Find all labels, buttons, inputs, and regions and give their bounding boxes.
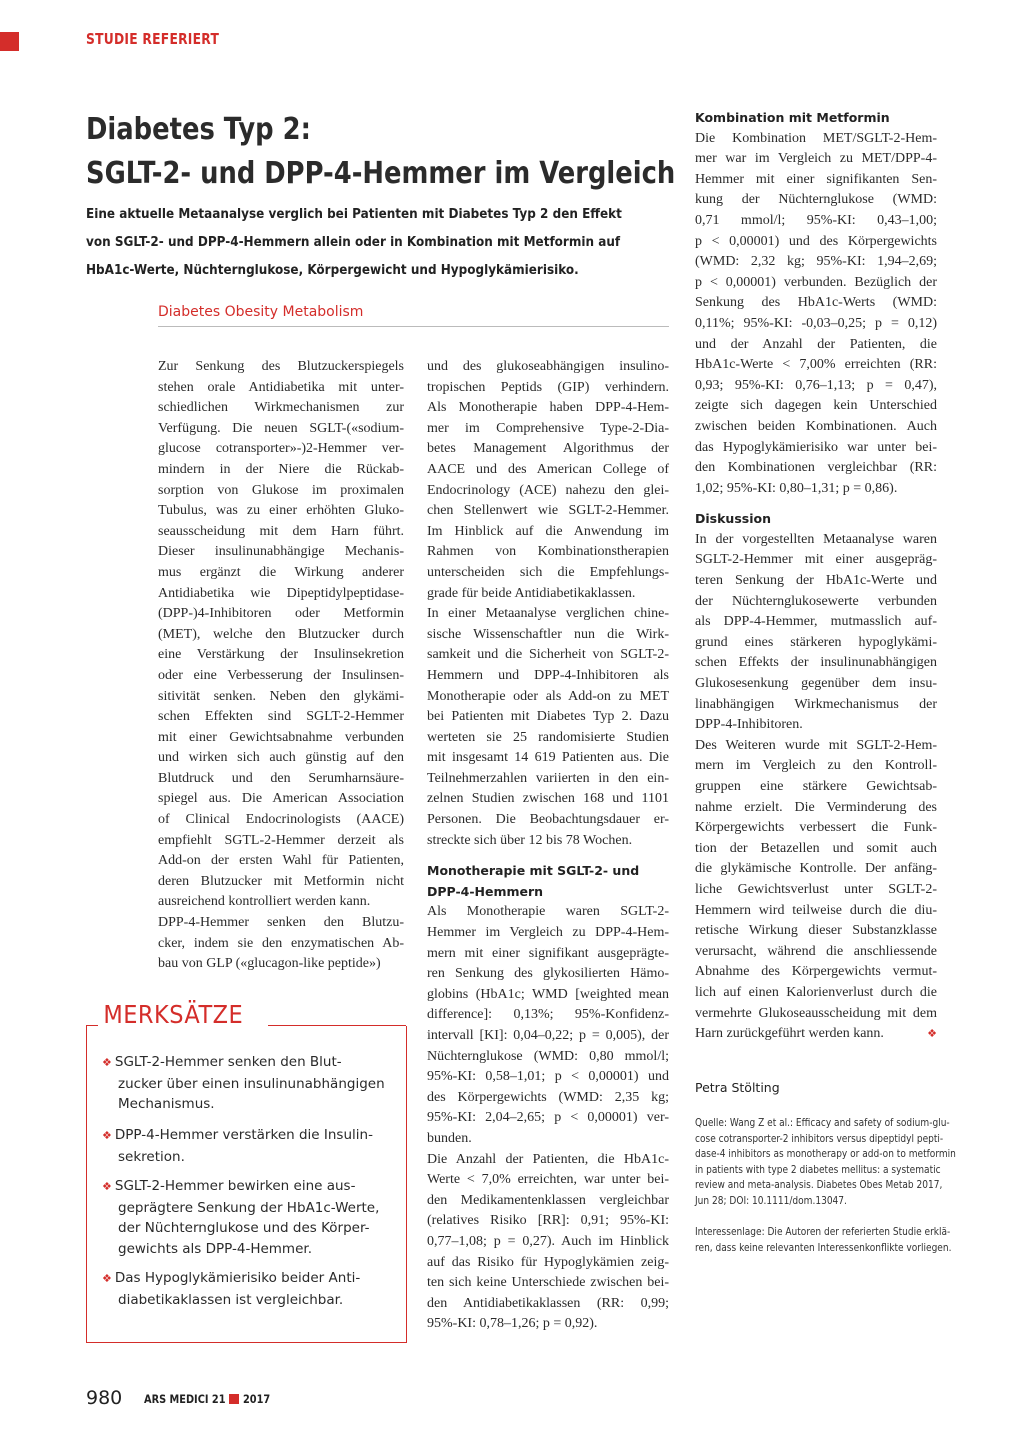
merksatz-item xyxy=(102,1052,398,1115)
merksatz-text: zucker über einen insulinunabhängigen xyxy=(118,1075,385,1092)
text-line: mus ergänzt die Wirkung anderer xyxy=(158,564,404,580)
citation-line: Jun 28; DOI: 10.1111/dom.13047. xyxy=(695,1194,847,1207)
footer-journal: ARS MEDICI 21 xyxy=(144,1392,226,1406)
text-line: gruppen eine stärkere Gewichtsab- xyxy=(695,779,937,794)
text-line: werteten sie 25 randomisierte Studien xyxy=(427,729,669,745)
text-line: Werte < 7,0% erreichten, war unter bei- xyxy=(427,1172,669,1188)
merksatz-text: Mechanismus. xyxy=(118,1096,215,1113)
text-line: 95%-KI: 0,58–1,01; p < 0,00001) und xyxy=(427,1069,669,1085)
text-line: Hemmern und DPP-4-Inhibitoren als xyxy=(427,667,669,683)
article-lead xyxy=(86,200,671,284)
text-line: Glukosesenkung gegenüber dem insu- xyxy=(695,676,937,692)
text-line: und der Anzahl der Patienten, die xyxy=(695,336,937,352)
text-line: DPP-4-Hemmer senken den Blutzu- xyxy=(158,915,404,931)
text-line: die glykämische Kontrolle. Der anfäng- xyxy=(695,861,937,877)
text-line: of Clinical Endocrinologists (AACE) xyxy=(158,812,404,828)
subheading: DPP-4-Hemmern xyxy=(427,883,544,899)
footer-year: 2017 xyxy=(243,1392,271,1406)
bullet-diamond-icon: ❖ xyxy=(102,1129,112,1142)
text-line: globins (HbA1c; WMD [weighted mean xyxy=(427,986,669,1002)
end-mark-icon: ❖ xyxy=(927,1028,937,1041)
text-line: (DPP-)4-Inhibitoren oder Metformin xyxy=(158,606,404,622)
title-line: SGLT-2- und DPP-4-Hemmer im Vergleich xyxy=(86,156,676,191)
text-line: ren Senkung des glykosilierten Hämo- xyxy=(427,966,669,982)
body-column-1 xyxy=(158,357,404,975)
text-line: ausreichend kontrolliert werden kann. xyxy=(158,894,371,910)
text-line: streckte sich über 12 bis 78 Wochen. xyxy=(427,832,633,848)
bullet-diamond-icon: ❖ xyxy=(102,1180,112,1193)
text-line: zwischen beiden Kombinationen. Auch xyxy=(695,418,937,434)
text-line: retische Wirkung dieser Substanzklasse xyxy=(695,923,937,939)
text-line: Teilnehmerzahlen variierten in den ein- xyxy=(427,770,669,786)
text-line: liche Gewichtsverlust unter SGLT-2- xyxy=(695,881,937,897)
text-line: Rahmen von Kombinationstherapien xyxy=(427,544,669,560)
text-line: (WMD: 2,32 kg; 95%-KI: 1,94–2,69; xyxy=(695,254,937,270)
text-line: 0,71 mmol/l; 95%-KI: 0,43–1,00; xyxy=(695,212,937,228)
section-marker xyxy=(0,32,19,51)
text-line: und des glukoseabhängigen insulino- xyxy=(427,359,669,374)
merksatz-text: SGLT-2-Hemmer senken den Blut- xyxy=(114,1054,342,1070)
text-line: des Körpergewichts (WMD: 2,35 kg; xyxy=(427,1089,669,1105)
conflict-statement xyxy=(695,1225,952,1256)
text-line: 95%-KI: 2,04–2,65; p < 0,00001) ver- xyxy=(427,1110,669,1126)
text-line: bau von GLP («glucagon-like peptide») xyxy=(158,956,381,972)
statement-line: ren, dass keine relevanten Interessenkonflikte vorliegen. xyxy=(695,1241,952,1254)
text-line: lich auf einen Kalorienverlust durch die xyxy=(695,984,937,1000)
text-line: Senkung des HbA1c-Werts (WMD: xyxy=(695,295,937,311)
text-line: grund eines stärkeren hypoglykämi- xyxy=(695,634,937,650)
article-title xyxy=(86,108,706,196)
bullet-diamond-icon: ❖ xyxy=(102,1056,112,1069)
text-line: zeigte sich dagegen kein Unterschied xyxy=(695,398,937,414)
text-line: cker, indem sie den enzymatischen Ab- xyxy=(158,935,404,951)
text-line: den Antidiabetikaklassen (RR: 0,99; xyxy=(427,1295,669,1311)
text-line: linabhängigen Wirkmechanismus der xyxy=(695,696,937,712)
text-line: difference]: 0,13%; 95%-Konfidenz- xyxy=(427,1007,669,1023)
text-line: mern im Vergleich zu den Kontroll- xyxy=(695,758,937,774)
text-line: stehen orale Antidiabetika mit unter- xyxy=(158,379,404,395)
text-line: 1,02; 95%-KI: 0,80–1,31; p = 0,86). xyxy=(695,480,898,496)
text-line: glucose cotransporter»-)2-Hemmer ver- xyxy=(158,441,404,457)
text-line: samkeit und die Sicherheit von SGLT-2- xyxy=(427,647,669,663)
author: Petra Stölting xyxy=(695,1080,780,1095)
text-line: Verfügung. Die neuen SGLT-(«sodium- xyxy=(158,420,404,436)
text-line: und wirken sich auch günstig auf den xyxy=(158,750,404,766)
text-line: sorption von Glukose im proximalen xyxy=(158,482,404,498)
text-line: kung der Nüchternglukose (WMD: xyxy=(695,192,937,208)
text-line: (relatives Risiko [RR]: 0,91; 95%-KI: xyxy=(427,1213,669,1229)
citation-line: cose cotransporter-2 inhibitors versus dipeptidyl pepti- xyxy=(695,1132,944,1145)
section-label: STUDIE REFERIERT xyxy=(86,30,220,48)
page-number: 980 xyxy=(86,1387,123,1409)
text-line: den Medikamentenklassen vergleichbar xyxy=(427,1192,669,1208)
text-line: Abnahme des Körpergewichts vermut- xyxy=(695,964,937,980)
citation-line: review and meta-analysis. Diabetes Obes Metab 2017, xyxy=(695,1179,943,1191)
text-line: verursacht, während die anschliessende xyxy=(695,943,937,959)
text-line: DPP-4-Inhibitoren. xyxy=(695,717,803,733)
citation-line: in patients with type 2 diabetes mellitus: a systematic xyxy=(695,1163,941,1176)
text-line: mit insgesamt 14 619 Patienten aus. Die xyxy=(427,750,669,766)
text-line: Nüchternglukose (WMD: 0,80 mmol/l; xyxy=(427,1048,669,1064)
text-line: teren Senkung der HbA1c-Werte und xyxy=(695,573,937,589)
merksatz-text: gewichts als DPP-4-Hemmer. xyxy=(118,1240,312,1257)
merksatz-text: SGLT-2-Hemmer bewirken eine aus- xyxy=(114,1178,356,1194)
text-line: oder eine Verbesserung der Insulinsen- xyxy=(158,667,404,683)
bullet-diamond-icon: ❖ xyxy=(102,1272,112,1285)
text-line: Hemmer im Vergleich zu DPP-4-Hem- xyxy=(427,925,669,941)
text-line: Körpergewichts verbessert die Funk- xyxy=(695,820,937,836)
source-journal: Diabetes Obesity Metabolism xyxy=(158,304,364,320)
text-line: In einer Metaanalyse verglichen chine- xyxy=(427,606,669,622)
text-line: SGLT-2-Hemmer mit einer ausgepräg- xyxy=(695,552,937,568)
text-line: grade für beide Antidiabetikaklassen. xyxy=(427,585,636,601)
text-line: Zur Senkung des Blutzuckerspiegels xyxy=(158,359,404,374)
text-line: betes Management Algorithmus der xyxy=(427,441,669,457)
body-column-2 xyxy=(427,357,669,1335)
text-line: AACE und des American College of xyxy=(427,461,669,477)
text-line: Monotherapie oder als Add-on zu MET xyxy=(427,688,669,704)
text-line: auf das Risiko für Hypoglykämien zeig- xyxy=(427,1254,669,1270)
text-line: (MET), welche den Blutzucker durch xyxy=(158,626,404,642)
text-line: Antidiabetika wie Dipeptidylpeptidase- xyxy=(158,585,404,601)
text-line: 0,93; 95%-KI: 0,76–1,13; p = 0,47), xyxy=(695,377,937,393)
text-line: empfiehlt SGTL-2-Hemmer derzeit als xyxy=(158,832,404,848)
text-line: Dieser insulinunabhängige Mechanis- xyxy=(158,544,404,560)
text-line: deren Blutzucker mit Metformin nicht xyxy=(158,873,404,889)
text-line: In der vorgestellten Metaanalyse waren xyxy=(695,531,937,547)
text-line: schen Effekten sind SGLT-2-Hemmer xyxy=(158,709,404,725)
merksatz-item xyxy=(102,1268,398,1310)
text-line: mer war im Vergleich zu MET/DPP-4- xyxy=(695,151,937,167)
text-line: bei Patienten mit Diabetes Typ 2. Dazu xyxy=(427,709,669,725)
text-line: chen Stellenwert wie SGLT-2-Hemmer. xyxy=(427,503,669,519)
merksatz-item xyxy=(102,1176,398,1259)
text-line: HbA1c-Werte < 7,00% erreichten (RR: xyxy=(695,357,937,373)
text-line: Des Weiteren wurde mit SGLT-2-Hem- xyxy=(695,737,937,753)
merksatz-text: DPP-4-Hemmer verstärken die Insulin- xyxy=(114,1127,373,1143)
lead-line: Eine aktuelle Metaanalyse verglich bei Patienten mit Diabetes Typ 2 den Effekt xyxy=(86,206,622,222)
merksatz-text: Das Hypoglykämierisiko beider Anti- xyxy=(114,1270,361,1286)
text-line: 0,77–1,08; p = 0,27). Auch im Hinblick xyxy=(427,1233,669,1249)
text-line: Personen. Die Beobachtungsdauer er- xyxy=(427,812,669,828)
lead-line: von SGLT-2- und DPP-4-Hemmern allein oder in Kombination mit Metformin auf xyxy=(86,234,621,250)
citation-line: Quelle: Wang Z et al.: Efficacy and safety of sodium-glu- xyxy=(695,1117,950,1129)
text-line: nahme erzielt. Die Verminderung des xyxy=(695,799,937,815)
text-line: als DPP-4-Hemmer, mutmasslich auf- xyxy=(695,614,937,630)
text-line: Blutdruck und den Serumharnsäure- xyxy=(158,770,404,786)
footer-marker xyxy=(229,1394,239,1404)
text-line: mit einer Gewichtsabnahme verbunden xyxy=(158,729,404,745)
text-line: eine Verstärkung der Insulinsekretion xyxy=(158,647,404,663)
subheading: Kombination mit Metformin xyxy=(695,110,890,125)
statement-line: Interessenlage: Die Autoren der referierten Studie erklä- xyxy=(695,1226,951,1238)
text-line: intervall [KI]: 0,04–0,22; p = 0,005), der xyxy=(427,1028,669,1043)
text-line: bunden. xyxy=(427,1130,472,1146)
text-line: Im Hinblick auf die Anwendung im xyxy=(427,523,669,539)
text-line: spiegel aus. Die American Association xyxy=(158,791,404,807)
body-column-3 xyxy=(695,108,937,1045)
text-line: mer im Comprehensive Type-2-Dia- xyxy=(427,420,669,436)
text-line: Hemmern wird teilweise durch die diu- xyxy=(695,902,937,918)
text-line: seausscheidung mit dem Harn führt. xyxy=(158,523,404,539)
text-line: zelnen Studien zwischen 168 und 1101 xyxy=(427,791,669,807)
text-line: p < 0,00001) verbunden. Bezüglich der xyxy=(695,274,937,290)
text-line: Add-on der ersten Wahl für Patienten, xyxy=(158,853,404,869)
text-line: unterscheiden sich die Empfehlungs- xyxy=(427,564,669,580)
merksatz-text: diabetikaklassen ist vergleichbar. xyxy=(118,1291,344,1308)
text-line: Hemmer mit einer signifikanten Sen- xyxy=(695,171,937,187)
text-line: schen Effekts der insulinunabhängigen xyxy=(695,655,937,671)
text-line: Die Anzahl der Patienten, die HbA1c- xyxy=(427,1151,669,1167)
text-line: tion der Betazellen und somit auch xyxy=(695,840,937,856)
text-line: schiedlichen Wirkmechanismen zur xyxy=(158,400,404,416)
text-line: ten sich keine Unterschiede zwischen bei- xyxy=(427,1275,669,1291)
subheading: Diskussion xyxy=(695,511,771,527)
text-line: mern mit einer signifikant ausgeprägte- xyxy=(427,945,669,961)
divider xyxy=(158,326,669,327)
text-line: sitivität senken. Neben den glykämi- xyxy=(158,688,404,704)
merksaetze-title: MERKSÄTZE xyxy=(98,1000,249,1029)
text-line: mindern in der Niere die Rückab- xyxy=(158,461,404,477)
text-line: 95%-KI: 0,78–1,26; p = 0,92). xyxy=(427,1316,598,1332)
text-line: der Nüchternglukosewerte verbunden xyxy=(695,593,937,609)
subheading: Monotherapie mit SGLT-2- und xyxy=(427,863,640,879)
text-line: Als Monotherapie waren SGLT-2- xyxy=(427,904,669,920)
text-line: Tubulus, was zu einer erhöhten Gluko- xyxy=(158,503,404,519)
divider xyxy=(268,1025,406,1026)
text-line: Endocrinology (ACE) nahezu den glei- xyxy=(427,482,669,498)
citation-line: dase-4 inhibitors as monotherapy or add-on to metformin xyxy=(695,1148,956,1160)
text-line: Als Monotherapie haben DPP-4-Hem- xyxy=(427,400,669,416)
text-line: vermehrte Glukoseausscheidung mit dem xyxy=(695,1005,937,1021)
text-line: p < 0,00001) und des Körpergewichts xyxy=(695,233,937,249)
merksatz-item xyxy=(102,1125,398,1167)
text-line: Harn zurückgeführt werden kann. xyxy=(695,1026,884,1042)
title-line: Diabetes Typ 2: xyxy=(86,112,311,147)
text-line: das Hypoglykämierisiko war unter bei- xyxy=(695,439,937,455)
text-line: tropischen Peptids (GIP) verhindern. xyxy=(427,379,669,395)
merksatz-text: sekretion. xyxy=(118,1148,185,1165)
text-line: 0,11%; 95%-KI: -0,03–0,25; p = 0,12) xyxy=(695,315,937,331)
lead-line: HbA1c-Werte, Nüchternglukose, Körpergewicht und Hypoglykämierisiko. xyxy=(86,262,579,278)
merksatz-text: der Nüchternglukose und des Körper- xyxy=(118,1220,370,1237)
text-line: den Kombinationen vergleichbar (RR: xyxy=(695,460,937,476)
text-line: Die Kombination MET/SGLT-2-Hem- xyxy=(695,130,937,146)
merksatz-text: geprägtere Senkung der HbA1c-Werte, xyxy=(118,1199,380,1216)
source-citation xyxy=(695,1116,956,1209)
text-line: sische Wissenschaftler nun die Wirk- xyxy=(427,626,669,642)
